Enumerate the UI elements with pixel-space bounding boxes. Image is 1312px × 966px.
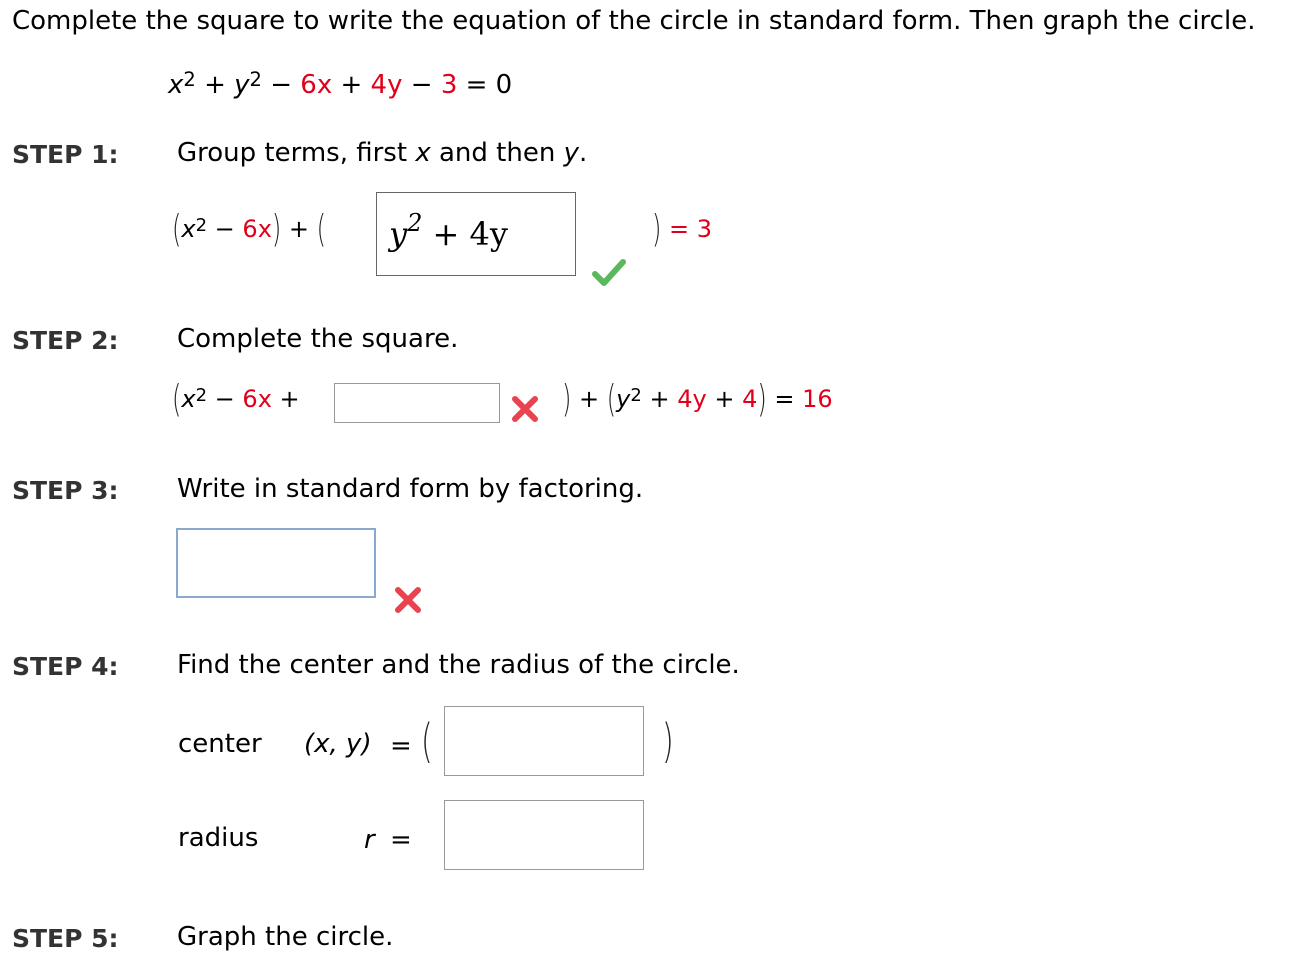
step1-text-c: . xyxy=(578,138,588,168)
step3-label: STEP 3: xyxy=(12,476,119,505)
x-coefficient: 6x xyxy=(300,70,333,100)
plus-sign: + xyxy=(288,215,310,243)
answer-exponent: 2 xyxy=(407,208,423,237)
minus-sign: − xyxy=(214,215,235,243)
correct-check-icon xyxy=(592,258,626,288)
close-paren: ) xyxy=(562,377,572,421)
x-coefficient: 6x xyxy=(242,385,272,413)
y-constant: 4 xyxy=(742,385,758,413)
plus-sign: + xyxy=(340,70,363,100)
close-paren: ) xyxy=(757,377,767,421)
step2-right-group xyxy=(562,377,833,421)
incorrect-x-icon xyxy=(394,586,422,614)
center-vars: (x, y) xyxy=(304,729,372,759)
minus-sign: − xyxy=(214,385,235,413)
step1-answer-value xyxy=(389,208,508,253)
x-var: x xyxy=(168,70,184,100)
step4-label: STEP 4: xyxy=(12,652,119,681)
rhs-value: 16 xyxy=(802,385,833,413)
incorrect-x-icon xyxy=(511,395,539,423)
radius-label: radius xyxy=(178,823,259,853)
radius-var: r xyxy=(364,825,375,855)
open-paren: ( xyxy=(316,207,327,251)
open-paren: ( xyxy=(172,207,182,251)
step1-text-a: Group terms, first xyxy=(177,138,416,168)
step3-text: Write in standard form by factoring. xyxy=(177,474,644,504)
answer-rest: + 4y xyxy=(432,215,508,253)
step1-text-y: y xyxy=(563,138,579,168)
step1-answer-input[interactable] xyxy=(376,192,576,276)
step5-text: Graph the circle. xyxy=(177,922,394,952)
x-var: x xyxy=(181,385,196,413)
plus-sign: + xyxy=(579,385,600,413)
close-paren: ) xyxy=(271,207,282,251)
rhs-value: = 3 xyxy=(669,215,713,243)
step1-text-b: and then xyxy=(430,138,564,168)
plus-sign: + xyxy=(204,70,226,100)
exponent: 2 xyxy=(630,384,642,406)
step2-label: STEP 2: xyxy=(12,326,119,355)
y-var: y xyxy=(234,70,250,100)
close-paren: ) xyxy=(652,207,662,251)
constant: 3 xyxy=(440,70,458,100)
equals-sign: = xyxy=(774,385,795,413)
plus-sign: + xyxy=(714,385,735,413)
step2-answer-input[interactable] xyxy=(334,383,500,423)
exponent: 2 xyxy=(195,384,208,406)
radius-equals: = xyxy=(390,825,412,855)
plus-sign: + xyxy=(649,385,670,413)
equals-zero: = 0 xyxy=(465,70,513,100)
center-open-paren: ( xyxy=(421,715,433,770)
step1-text-x: x xyxy=(415,138,431,168)
center-input[interactable] xyxy=(444,706,644,776)
step2-left-group xyxy=(172,377,300,421)
radius-input[interactable] xyxy=(444,800,644,870)
center-equals: = xyxy=(390,731,412,761)
exponent: 2 xyxy=(249,68,262,92)
step1-text xyxy=(177,138,587,168)
open-paren: ( xyxy=(172,377,182,421)
plus-sign: + xyxy=(279,385,300,413)
x-var: x xyxy=(181,215,196,243)
exponent: 2 xyxy=(195,214,208,236)
step5-label: STEP 5: xyxy=(12,924,119,953)
y-var: y xyxy=(616,385,631,413)
exponent: 2 xyxy=(183,68,196,92)
step1-label: STEP 1: xyxy=(12,140,119,169)
answer-y: y xyxy=(389,215,408,253)
step2-text: Complete the square. xyxy=(177,324,459,354)
minus-sign: − xyxy=(410,70,433,100)
step1-close-rhs xyxy=(652,207,713,251)
instructions: Complete the square to write the equation of the circle in standard form. Then graph the circle. xyxy=(12,6,1256,36)
y-coefficient: 4y xyxy=(677,385,707,413)
x-coefficient: 6x xyxy=(242,215,272,243)
given-equation xyxy=(168,70,512,100)
center-label: center xyxy=(178,729,262,759)
open-paren: ( xyxy=(606,377,617,421)
step3-answer-input[interactable] xyxy=(176,528,376,598)
step1-left-group xyxy=(172,207,327,251)
step4-text: Find the center and the radius of the circle. xyxy=(177,650,740,680)
center-close-paren: ) xyxy=(662,715,674,770)
minus-sign: − xyxy=(270,70,293,100)
y-coefficient: 4y xyxy=(370,70,403,100)
